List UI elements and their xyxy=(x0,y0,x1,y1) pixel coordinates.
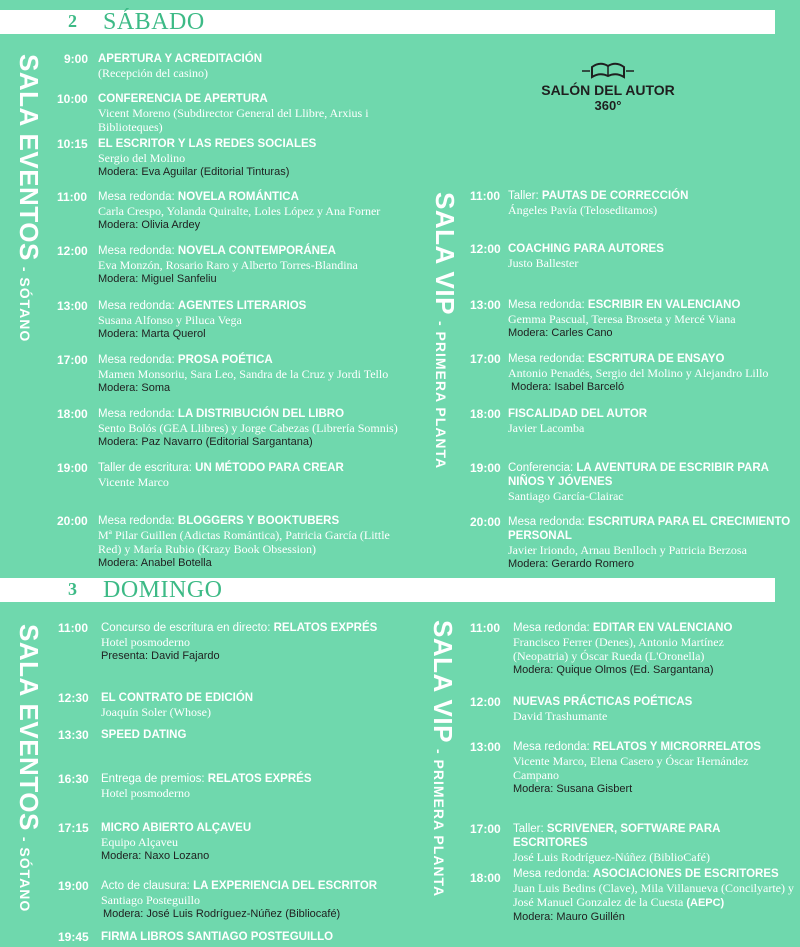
event-time: 17:00 xyxy=(470,822,501,836)
event-moderator: Modera: Olivia Ardey xyxy=(98,219,201,231)
room-label-sala-vip-sat xyxy=(429,192,460,469)
event-title: Taller: SCRIVENER, SOFTWARE PARA ESCRITORES xyxy=(513,823,721,849)
day-number: 2 xyxy=(68,11,77,31)
event-time: 19:00 xyxy=(57,461,88,475)
event-title: Mesa redonda: ASOCIACIONES DE ESCRITORES xyxy=(513,868,779,880)
event-moderator: Modera: Paz Navarro (Editorial Sargantana) xyxy=(98,436,313,448)
event-time: 20:00 xyxy=(57,514,88,528)
event-speakers: Sergio del Molino xyxy=(98,151,186,165)
event-speakers: Justo Ballester xyxy=(508,256,579,270)
event-title: SPEED DATING xyxy=(101,729,187,741)
event-moderator: Modera: Susana Gisbert xyxy=(513,783,633,795)
event-speakers: Antonio Penadés, Sergio del Molino y Alejandro Lillo xyxy=(508,366,769,380)
event-moderator: Modera: Eva Aguilar (Editorial Tinturas) xyxy=(98,166,290,178)
event-moderator: Modera: Carles Cano xyxy=(508,327,613,339)
event-moderator: Modera: Naxo Lozano xyxy=(101,850,210,862)
event-time: 13:00 xyxy=(470,298,501,312)
event-speakers: Vicente Marco, Elena Casero y Óscar Hernández Campano xyxy=(513,754,749,782)
logo-title: SALÓN DEL AUTOR xyxy=(541,82,675,98)
event-speakers: Sento Bolós (GEA Llibres) y Jorge Cabezas (Librería Somnis) xyxy=(98,421,398,435)
salon-del-autor-logo xyxy=(541,55,675,115)
event-title: Mesa redonda: AGENTES LITERARIOS xyxy=(98,300,307,312)
room-name: SALA VIP xyxy=(428,620,458,743)
event-title: Mesa redonda: BLOGGERS Y BOOKTUBERS xyxy=(98,515,340,527)
event-speakers: Mª Pilar Guillen (Adictas Romántica), Patricia García (Little Red) y María Rubio (Krazy Book Obsession) xyxy=(98,528,390,556)
event-moderator: Modera: Isabel Barceló xyxy=(511,381,625,393)
event-title: Entrega de premios: RELATOS EXPRÉS xyxy=(101,773,312,785)
day-name: DOMINGO xyxy=(103,577,223,603)
event-moderator: Presenta: David Fajardo xyxy=(101,650,220,662)
event-title: FIRMA LIBROS SANTIAGO POSTEGUILLO xyxy=(101,931,334,943)
event-speakers: Joaquín Soler (Whose) xyxy=(101,705,211,719)
room-name: SALA EVENTOS xyxy=(14,624,44,831)
event-title: Mesa redonda: PROSA POÉTICA xyxy=(98,354,273,366)
event-time: 11:00 xyxy=(57,190,88,204)
event-title: APERTURA Y ACREDITACIÓN xyxy=(98,53,262,65)
event-title: Mesa redonda: NOVELA ROMÁNTICA xyxy=(98,191,299,203)
room-name: SALA VIP xyxy=(430,192,460,315)
event-speakers: Mamen Monsoriu, Sara Leo, Sandra de la Cruz y Jordi Tello xyxy=(98,367,389,381)
event-title: MICRO ABIERTO ALÇAVEU xyxy=(101,822,252,834)
event-moderator: Modera: Soma xyxy=(98,382,171,394)
event-title: Mesa redonda: ESCRITURA PARA EL CRECIMIENTO PERSONAL xyxy=(508,516,791,542)
event-speakers: Gemma Pascual, Teresa Broseta y Mercé Viana xyxy=(508,312,736,326)
event-time: 19:00 xyxy=(470,461,501,475)
event-time: 18:00 xyxy=(470,407,501,421)
event-speakers: Francisco Ferrer (Denes), Antonio Martínez (Neopatria) y Óscar Rueda (L'Oronella) xyxy=(513,635,724,663)
event-time: 19:00 xyxy=(58,879,89,893)
event-time: 18:00 xyxy=(470,871,501,885)
event-title: Conferencia: LA AVENTURA DE ESCRIBIR PARA NIÑOS Y JÓVENES xyxy=(508,462,769,488)
event-time: 13:30 xyxy=(58,728,89,742)
book-icon xyxy=(582,64,634,77)
event-title: NUEVAS PRÁCTICAS POÉTICAS xyxy=(513,696,693,708)
event-speakers: Juan Luis Bedins (Clave), Mila Villanueva (Concilyarte) y José Manuel Gonzalez de la Cuesta (AEPC) xyxy=(513,881,794,909)
event-time: 19:45 xyxy=(58,930,89,944)
room-floor: - SÓTANO xyxy=(17,836,33,913)
event-time: 12:30 xyxy=(58,691,89,705)
event-time: 18:00 xyxy=(57,407,88,421)
event-moderator: Modera: Gerardo Romero xyxy=(508,558,634,570)
event-moderator: Modera: Marta Querol xyxy=(98,328,206,340)
event-title: EL CONTRATO DE EDICIÓN xyxy=(101,692,254,704)
event-title: Taller: PAUTAS DE CORRECCIÓN xyxy=(508,190,689,202)
event-time: 17:00 xyxy=(470,352,501,366)
event-moderator: Modera: Miguel Sanfeliu xyxy=(98,273,217,285)
event-speakers: David Trashumante xyxy=(513,709,608,723)
event-speakers: Javier Lacomba xyxy=(508,421,585,435)
day-header-saturday xyxy=(0,10,775,34)
event-time: 20:00 xyxy=(470,515,501,529)
room-name: SALA EVENTOS xyxy=(14,54,44,261)
event-time: 12:00 xyxy=(470,242,501,256)
event-speakers: Vicent Moreno (Subdirector General del Llibre, Arxius i Biblioteques) xyxy=(98,106,369,134)
room-label-sala-eventos-sat xyxy=(13,54,44,342)
event-speakers: Vicente Marco xyxy=(98,475,169,489)
event-speakers: Santiago García-Clairac xyxy=(508,489,624,503)
event-title: COACHING PARA AUTORES xyxy=(508,243,664,255)
event-title: Acto de clausura: LA EXPERIENCIA DEL ESCRITOR xyxy=(101,880,378,892)
day-name: SÁBADO xyxy=(103,9,205,35)
event-title: CONFERENCIA DE APERTURA xyxy=(98,93,268,105)
event-title: Mesa redonda: LA DISTRIBUCIÓN DEL LIBRO xyxy=(98,408,345,420)
event-time: 17:15 xyxy=(58,821,89,835)
day-number: 3 xyxy=(68,579,77,599)
event-title: Taller de escritura: UN MÉTODO PARA CREAR xyxy=(98,462,344,474)
event-time: 13:00 xyxy=(470,740,501,754)
event-speakers: Santiago Posteguillo xyxy=(101,893,200,907)
event-title: Concurso de escritura en directo: RELATOS EXPRÉS xyxy=(101,622,378,634)
event-speakers: Javier Iriondo, Arnau Benlloch y Patricia Berzosa xyxy=(508,543,747,557)
event-title: Mesa redonda: ESCRITURA DE ENSAYO xyxy=(508,353,725,365)
event-time: 10:00 xyxy=(57,92,88,106)
event-speakers: Ángeles Pavía (Teloseditamos) xyxy=(508,203,658,217)
event-time: 12:00 xyxy=(470,695,501,709)
event-title: Mesa redonda: EDITAR EN VALENCIANO xyxy=(513,622,733,634)
room-label-sala-eventos-sun xyxy=(13,624,44,912)
room-floor: - SÓTANO xyxy=(17,266,33,343)
event-time: 9:00 xyxy=(64,52,89,66)
logo-subtitle: 360° xyxy=(594,98,622,113)
event-time: 11:00 xyxy=(470,621,501,635)
event-speakers: Hotel posmoderno xyxy=(101,786,190,800)
event-speakers: (Recepción del casino) xyxy=(98,66,208,80)
event-speakers: Hotel posmoderno xyxy=(101,635,190,649)
event-time: 11:00 xyxy=(470,189,501,203)
event-title: Mesa redonda: ESCRIBIR EN VALENCIANO xyxy=(508,299,741,311)
event-time: 10:15 xyxy=(57,137,88,151)
event-title: Mesa redonda: RELATOS Y MICRORRELATOS xyxy=(513,741,761,753)
event-moderator: Modera: José Luis Rodríguez-Núñez (Bibliocafé) xyxy=(103,908,341,920)
event-moderator: Modera: Mauro Guillén xyxy=(513,911,625,923)
event-title: EL ESCRITOR Y LAS REDES SOCIALES xyxy=(98,138,317,150)
event-title: Mesa redonda: NOVELA CONTEMPORÁNEA xyxy=(98,245,336,257)
event-time: 11:00 xyxy=(58,621,89,635)
event-speakers: Carla Crespo, Yolanda Quiralte, Loles López y Ana Forner xyxy=(98,204,381,218)
event-time: 13:00 xyxy=(57,299,88,313)
event-speakers: Susana Alfonso y Piluca Vega xyxy=(98,313,242,327)
event-speakers: Eva Monzón, Rosario Raro y Alberto Torres-Blandina xyxy=(98,258,358,272)
event-time: 12:00 xyxy=(57,244,88,258)
event-speakers: Equipo Alçaveu xyxy=(101,835,178,849)
event-speakers: José Luis Rodríguez-Núñez (BiblioCafé) xyxy=(513,850,710,864)
room-floor: - PRIMERA PLANTA xyxy=(431,748,447,898)
event-time: 16:30 xyxy=(58,772,89,786)
room-floor: - PRIMERA PLANTA xyxy=(433,320,449,470)
day-header-sunday xyxy=(0,578,775,602)
event-title: FISCALIDAD DEL AUTOR xyxy=(508,408,648,420)
event-moderator: Modera: Anabel Botella xyxy=(98,557,212,569)
room-label-sala-vip-sun xyxy=(427,620,458,897)
event-moderator: Modera: Quique Olmos (Ed. Sargantana) xyxy=(513,664,714,676)
event-time: 17:00 xyxy=(57,353,88,367)
